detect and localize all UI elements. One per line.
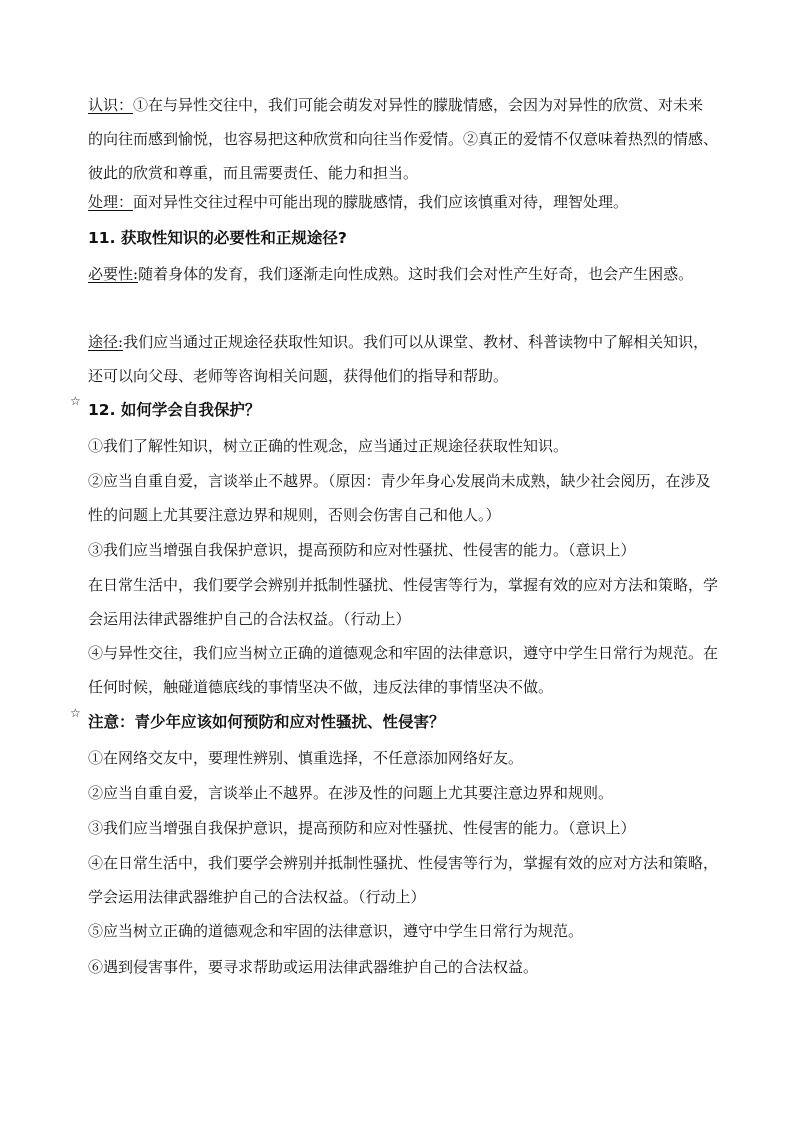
handling-text: 面对异性交往过程中可能出现的朦胧感情，我们应该慎重对待，理智处理。: [133, 193, 629, 211]
recognition-text: ①在与异性交往中，我们可能会萌发对异性的朦胧情感，会因为对异性的欣赏、对未来的向往而感到愉悦，也容易把这种欣赏和向往当作爱情。②真正的爱情不仅意味着热烈的情感、彼此的欣赏和尊重，而且需要责任、能力和担当。: [88, 96, 719, 182]
q12-title: 12. 如何学会自我保护？: [88, 401, 261, 419]
q11-necessity-paragraph: [88, 257, 718, 291]
q11-way-label: 途径:: [88, 333, 124, 351]
note-star-icon: ☆: [70, 706, 81, 720]
q12-item-1: ①我们了解性知识，树立正确的性观念，应当通过正规途径获取性知识。: [88, 437, 569, 455]
handling-label: 处理：: [88, 193, 134, 211]
note-item-1: ①在网络交友中，要理性辨别、慎重选择，不任意添加网络好友。: [88, 749, 524, 767]
note-item-3: ③我们应当增强自我保护意识，提高预防和应对性骚扰、性侵害的能力。（意识上）: [88, 819, 636, 837]
recognition-paragraph: [88, 88, 718, 190]
q11-necessity-label: 必要性:: [88, 265, 139, 283]
note-title: 注意：青少年应该如何预防和应对性骚扰、性侵害？: [88, 713, 445, 731]
note-item-6: ⑥遇到侵害事件，要寻求帮助或运用法律武器维护自己的合法权益。: [88, 958, 539, 976]
note-item-4: ④在日常生活中，我们要学会辨别并抵制性骚扰、性侵害等行为，掌握有效的应对方法和策略，学会运用法律武器维护自己的合法权益。（行动上）: [88, 854, 719, 906]
q12-item-4: ④与异性交往，我们应当树立正确的道德观念和牢固的法律意识，遵守中学生日常行为规范。在任何时候，触碰道德底线的事情坚决不做，违反法律的事情坚决不做。: [88, 644, 719, 696]
note-item-2: ②应当自重自爱，言谈举止不越界。在涉及性的问题上尤其要注意边界和规则。: [88, 784, 614, 802]
q11-title: 11. 获取性知识的必要性和正规途径?: [88, 229, 347, 247]
q12-star-icon: ☆: [70, 394, 81, 408]
recognition-label: 认识：: [88, 96, 134, 114]
q12-item-action: 在日常生活中，我们要学会辨别并抵制性骚扰、性侵害等行为，掌握有效的应对方法和策略，学会运用法律武器维护自己的合法权益。（行动上）: [88, 576, 719, 628]
q12-item-2: ②应当自重自爱，言谈举止不越界。（原因：青少年身心发展尚未成熟，缺少社会阅历，在涉及性的问题上尤其要注意边界和规则，否则会伤害自己和他人。）: [88, 472, 711, 524]
q11-way-paragraph: [88, 325, 718, 393]
handling-paragraph: [88, 185, 718, 219]
q11-necessity-text: 随着身体的发育，我们逐渐走向性成熟。这时我们会对性产生好奇，也会产生困惑。: [138, 265, 694, 283]
note-item-5: ⑤应当树立正确的道德观念和牢固的法律意识，遵守中学生日常行为规范。: [88, 922, 584, 940]
q12-item-3: ③我们应当增强自我保护意识，提高预防和应对性骚扰、性侵害的能力。（意识上）: [88, 541, 636, 559]
q11-way-text: 我们应当通过正规途径获取性知识。我们可以从课堂、教材、科普读物中了解相关知识，还可以向父母、老师等咨询相关问题，获得他们的指导和帮助。: [88, 333, 709, 385]
